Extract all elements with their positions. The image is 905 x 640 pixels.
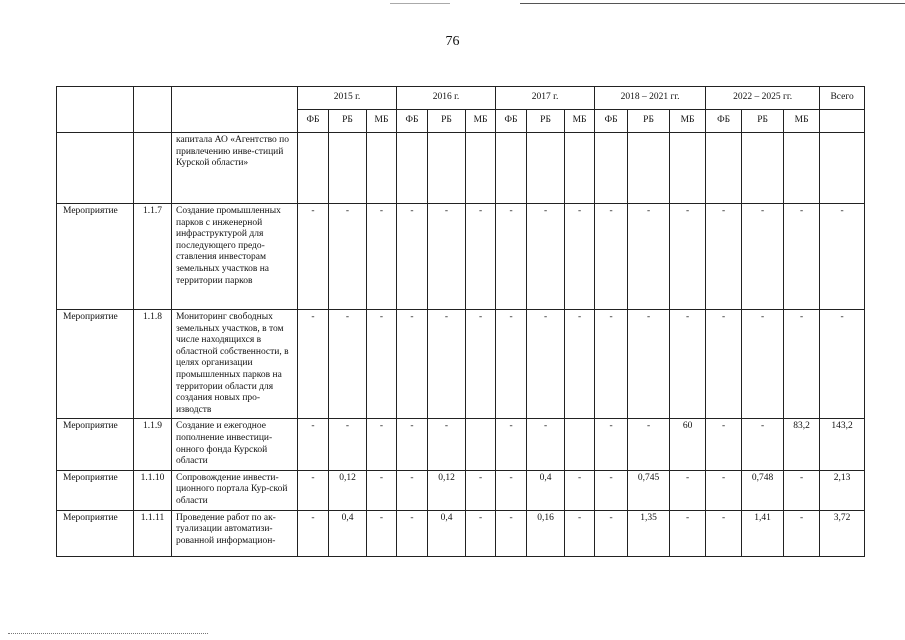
row-value	[397, 133, 428, 204]
row-code: 1.1.7	[134, 204, 172, 310]
row-value	[329, 133, 367, 204]
row-value: 1,41	[742, 510, 784, 556]
row-type: Мероприятие	[57, 419, 134, 470]
header-total-sub	[820, 110, 865, 133]
row-value	[496, 133, 527, 204]
row-value: -	[742, 419, 784, 470]
header-fb: ФБ	[595, 110, 628, 133]
row-value: 1,35	[628, 510, 670, 556]
row-value: -	[670, 204, 706, 310]
header-mb: МБ	[670, 110, 706, 133]
row-total	[820, 133, 865, 204]
row-value: -	[466, 204, 496, 310]
row-value	[565, 133, 595, 204]
row-value: -	[298, 510, 329, 556]
row-type: Мероприятие	[57, 204, 134, 310]
row-value: -	[565, 510, 595, 556]
table-row	[57, 133, 865, 204]
row-value: -	[784, 310, 820, 419]
row-value: -	[628, 419, 670, 470]
header-rb: РБ	[628, 110, 670, 133]
row-code: 1.1.11	[134, 510, 172, 556]
row-value: -	[706, 470, 742, 510]
row-value: -	[706, 510, 742, 556]
row-value: -	[298, 310, 329, 419]
header-mb: МБ	[784, 110, 820, 133]
row-value: -	[466, 470, 496, 510]
row-value: -	[496, 204, 527, 310]
header-year-2017: 2017 г.	[496, 87, 595, 110]
row-value: -	[496, 510, 527, 556]
row-value: -	[428, 204, 466, 310]
row-value	[298, 133, 329, 204]
row-description: капитала АО «Агентство по привлечению инве-стиций Курской области»	[172, 133, 298, 204]
row-value: -	[298, 419, 329, 470]
row-total: 143,2	[820, 419, 865, 470]
header-mb: МБ	[466, 110, 496, 133]
table-row	[57, 310, 865, 419]
scan-mark	[390, 3, 450, 4]
header-rb: РБ	[428, 110, 466, 133]
scan-bottom-mark	[8, 633, 208, 635]
row-value: -	[466, 310, 496, 419]
header-rb: РБ	[527, 110, 565, 133]
row-description: Проведение работ по ак-туализации автоматизи-рованной информацион-	[172, 510, 298, 556]
row-value: -	[706, 310, 742, 419]
row-value: 0,4	[527, 470, 565, 510]
row-value: -	[706, 419, 742, 470]
row-value: -	[595, 510, 628, 556]
row-code: 1.1.9	[134, 419, 172, 470]
row-value	[527, 133, 565, 204]
header-fb: ФБ	[298, 110, 329, 133]
row-value	[670, 133, 706, 204]
row-value: 0,745	[628, 470, 670, 510]
row-description: Создание промышленных парков с инженерной инфраструктурой для последующего предо-ставления инвесторам земельных участков на территории парков	[172, 204, 298, 310]
row-value: -	[706, 204, 742, 310]
row-code: 1.1.10	[134, 470, 172, 510]
header-rb: РБ	[329, 110, 367, 133]
row-value: 83,2	[784, 419, 820, 470]
header-fb: ФБ	[397, 110, 428, 133]
row-value	[706, 133, 742, 204]
header-type	[57, 87, 134, 133]
row-value	[466, 419, 496, 470]
row-value: -	[397, 204, 428, 310]
header-mb: МБ	[367, 110, 397, 133]
row-value	[565, 419, 595, 470]
row-value: -	[670, 470, 706, 510]
row-value: -	[329, 310, 367, 419]
row-description: Мониторинг свободных земельных участков, в том числе находящихся в областной собственности, в целях организации промышленных парков на территории области для создания новых про-изводств	[172, 310, 298, 419]
row-value	[628, 133, 670, 204]
row-value: -	[397, 419, 428, 470]
row-code	[134, 133, 172, 204]
row-value: -	[397, 510, 428, 556]
row-value	[784, 133, 820, 204]
row-type: Мероприятие	[57, 310, 134, 419]
row-value: -	[527, 310, 565, 419]
row-value: 0,4	[428, 510, 466, 556]
row-value	[466, 133, 496, 204]
row-value: -	[367, 419, 397, 470]
header-year-2022-2025: 2022 – 2025 гг.	[706, 87, 820, 110]
row-value: -	[496, 419, 527, 470]
header-fb: ФБ	[496, 110, 527, 133]
row-value	[742, 133, 784, 204]
row-value: -	[565, 470, 595, 510]
row-value: -	[742, 310, 784, 419]
row-value: -	[595, 419, 628, 470]
row-value: -	[784, 470, 820, 510]
row-value	[367, 133, 397, 204]
row-value: -	[329, 204, 367, 310]
row-value: -	[428, 419, 466, 470]
header-rb: РБ	[742, 110, 784, 133]
row-value: -	[527, 419, 565, 470]
row-value: 60	[670, 419, 706, 470]
header-code	[134, 87, 172, 133]
row-value: -	[670, 310, 706, 419]
row-value: -	[466, 510, 496, 556]
row-type: Мероприятие	[57, 510, 134, 556]
row-type	[57, 133, 134, 204]
row-value: -	[329, 419, 367, 470]
header-desc	[172, 87, 298, 133]
table-body	[57, 133, 865, 557]
row-value: -	[496, 470, 527, 510]
row-value: -	[595, 470, 628, 510]
row-value: -	[670, 510, 706, 556]
row-value: -	[367, 310, 397, 419]
row-value: -	[784, 204, 820, 310]
row-value: 0,16	[527, 510, 565, 556]
table-row	[57, 470, 865, 510]
scan-edge-line	[520, 3, 905, 4]
row-value: -	[595, 310, 628, 419]
row-value: -	[367, 470, 397, 510]
row-total: -	[820, 310, 865, 419]
row-value: 0,4	[329, 510, 367, 556]
row-value: -	[496, 310, 527, 419]
row-value: -	[397, 470, 428, 510]
row-description: Создание и ежегодное пополнение инвестици-онного фонда Курской области	[172, 419, 298, 470]
header-fb: ФБ	[706, 110, 742, 133]
row-value: -	[784, 510, 820, 556]
row-value: -	[298, 470, 329, 510]
header-row-years	[57, 87, 865, 110]
row-total: 3,72	[820, 510, 865, 556]
row-value: -	[628, 310, 670, 419]
row-value	[595, 133, 628, 204]
row-value: -	[527, 204, 565, 310]
row-value: -	[397, 310, 428, 419]
row-code: 1.1.8	[134, 310, 172, 419]
row-value: 0,12	[329, 470, 367, 510]
row-value: 0,12	[428, 470, 466, 510]
table-row	[57, 510, 865, 556]
row-value: -	[565, 204, 595, 310]
table-row	[57, 204, 865, 310]
row-value: -	[565, 310, 595, 419]
budget-table	[56, 86, 865, 557]
row-value: 0,748	[742, 470, 784, 510]
row-value: -	[367, 204, 397, 310]
header-mb: МБ	[565, 110, 595, 133]
header-year-2018-2021: 2018 – 2021 гг.	[595, 87, 706, 110]
row-type: Мероприятие	[57, 470, 134, 510]
row-description: Сопровождение инвести-ционного портала Кур-ской области	[172, 470, 298, 510]
row-value: -	[742, 204, 784, 310]
row-value: -	[595, 204, 628, 310]
row-total: 2,13	[820, 470, 865, 510]
row-value	[428, 133, 466, 204]
table-row	[57, 419, 865, 470]
row-value: -	[428, 310, 466, 419]
page-number: 76	[445, 34, 460, 49]
row-value: -	[628, 204, 670, 310]
row-total: -	[820, 204, 865, 310]
row-value: -	[298, 204, 329, 310]
header-year-2015: 2015 г.	[298, 87, 397, 110]
header-total: Всего	[820, 87, 865, 110]
header-year-2016: 2016 г.	[397, 87, 496, 110]
row-value: -	[367, 510, 397, 556]
